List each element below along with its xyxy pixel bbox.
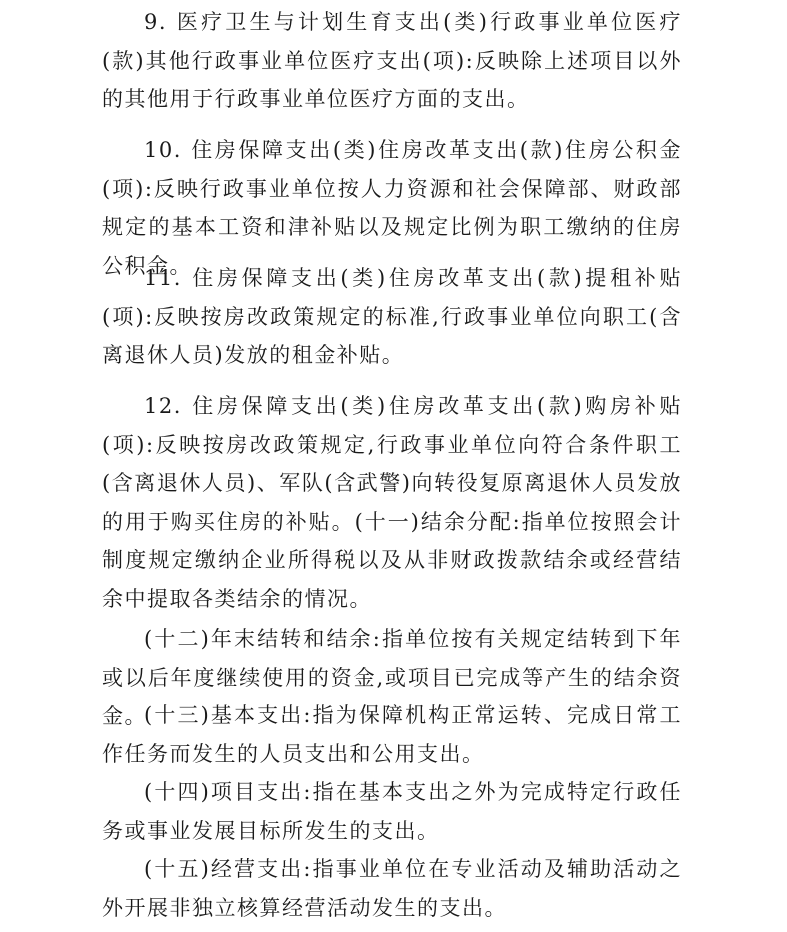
paragraph-operating-expenditure: (十五)经营支出:指事业单位在专业活动及辅助活动之外开展非独立核算经营活动发生的支出。 — [102, 857, 682, 920]
paragraph-item-9: 9. 医疗卫生与计划生育支出(类)行政事业单位医疗(款)其他行政事业单位医疗支出(项):反映除上述项目以外的其他用于行政事业单位医疗方面的支出。 — [102, 10, 682, 111]
paragraph-project-expenditure: (十四)项目支出:指在基本支出之外为完成特定行政任务或事业发展目标所发生的支出。 — [102, 780, 682, 843]
paragraph-item-11: 11. 住房保障支出(类)住房改革支出(款)提租补贴(项):反映按房改政策规定的标准,行政事业单位向职工(含离退休人员)发放的租金补贴。 — [102, 266, 682, 367]
paragraph-year-end-carryover: (十二)年末结转和结余:指单位按有关规定结转到下年或以后年度继续使用的资金,或项目已完成等产生的结余资金。 — [102, 627, 682, 728]
paragraph-item-10: 10. 住房保障支出(类)住房改革支出(款)住房公积金(项):反映行政事业单位按人力资源和社会保障部、财政部规定的基本工资和津补贴以及规定比例为职工缴纳的住房公积金。 — [102, 138, 682, 278]
paragraph-item-12-and-surplus-distribution: 12. 住房保障支出(类)住房改革支出(款)购房补贴(项):反映按房改政策规定,行政事业单位向符合条件职工(含离退休人员)、军队(含武警)向转役复原离退休人员发放的用于购买住房的补贴。(十一)结余分配:指单位按照会计制度规定缴纳企业所得税以及从非财政拨款结余或经营结余中提取各类结余的情况。 — [102, 394, 682, 611]
paragraph-basic-expenditure: (十三)基本支出:指为保障机构正常运转、完成日常工作任务而发生的人员支出和公用支出。 — [102, 703, 682, 766]
